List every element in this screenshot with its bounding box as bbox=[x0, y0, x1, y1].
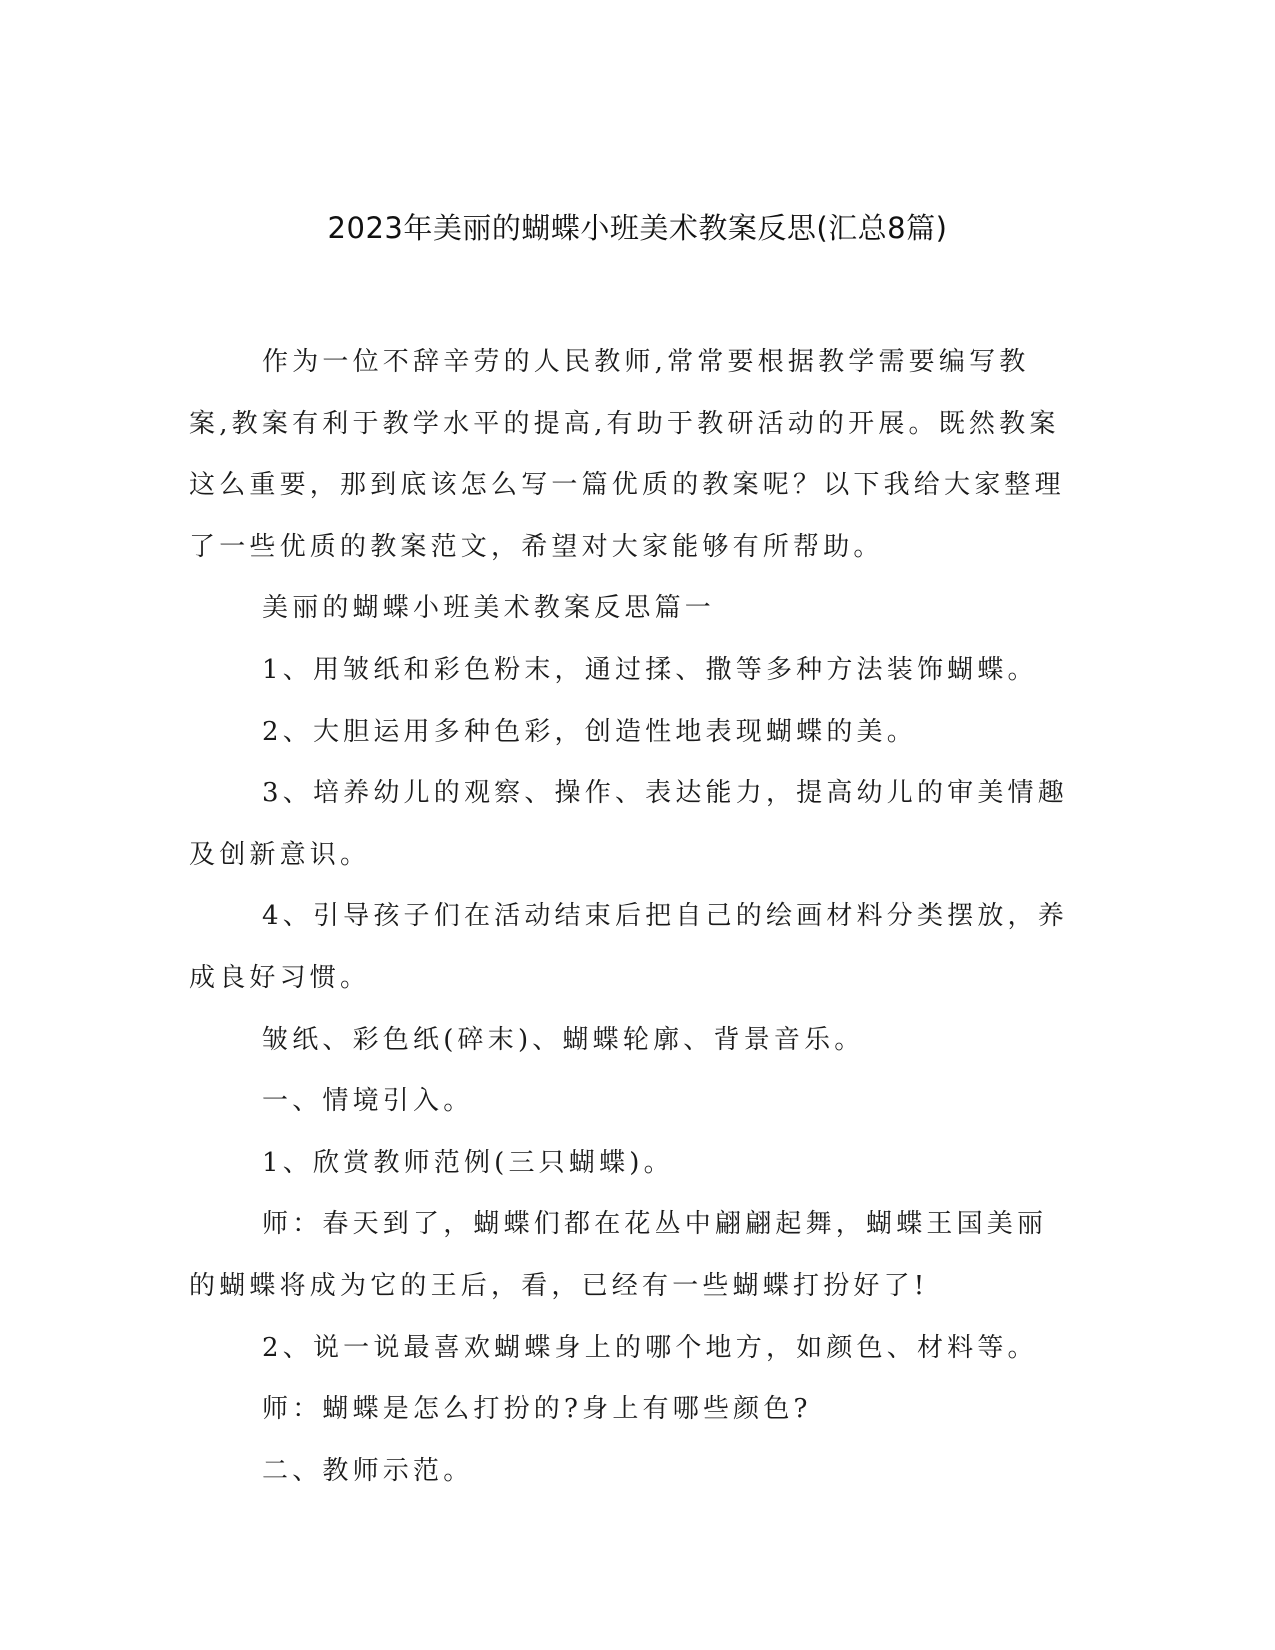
step-item-2: 2、说一说最喜欢蝴蝶身上的哪个地方，如颜色、材料等。 bbox=[262, 1332, 1038, 1363]
document-title: 2023年美丽的蝴蝶小班美术教案反思(汇总8篇) bbox=[327, 211, 948, 245]
goal-item-1: 1、用皱纸和彩色粉末，通过揉、撒等多种方法装饰蝴蝶。 bbox=[262, 654, 1038, 685]
step-heading-1: 一、情境引入。 bbox=[262, 1086, 474, 1117]
intro-paragraph: 作为一位不辞辛劳的人民教师,常常要根据教学需要编写教案,教案有利于教学水平的提高,有助于教研活动的开展。既然教案这么重要，那到底该怎么写一篇优质的教案呢？以下我给大家整理了一些优质的教案范文，希望对大家能够有所帮助。 bbox=[189, 347, 1065, 562]
teacher-dialogue-2: 师：蝴蝶是怎么打扮的?身上有哪些颜色? bbox=[262, 1394, 812, 1425]
step-item-1: 1、欣赏教师范例(三只蝴蝶)。 bbox=[262, 1147, 674, 1178]
teacher-dialogue-1: 师：春天到了，蝴蝶们都在花丛中翩翩起舞，蝴蝶王国美丽的蝴蝶将成为它的王后，看，已经有一些蝴蝶打扮好了! bbox=[189, 1209, 1048, 1301]
goal-item-4: 4、引导孩子们在活动结束后把自己的绘画材料分类摆放，养成良好习惯。 bbox=[189, 901, 1068, 993]
goal-item-3: 3、培养幼儿的观察、操作、表达能力，提高幼儿的审美情趣及创新意识。 bbox=[189, 778, 1068, 870]
section-heading: 美丽的蝴蝶小班美术教案反思篇一 bbox=[262, 593, 716, 624]
materials-paragraph: 皱纸、彩色纸(碎末)、蝴蝶轮廓、背景音乐。 bbox=[262, 1024, 865, 1055]
step-heading-2: 二、教师示范。 bbox=[262, 1455, 474, 1486]
document-body bbox=[189, 332, 1069, 1502]
goal-item-2: 2、大胆运用多种色彩，创造性地表现蝴蝶的美。 bbox=[262, 716, 917, 747]
